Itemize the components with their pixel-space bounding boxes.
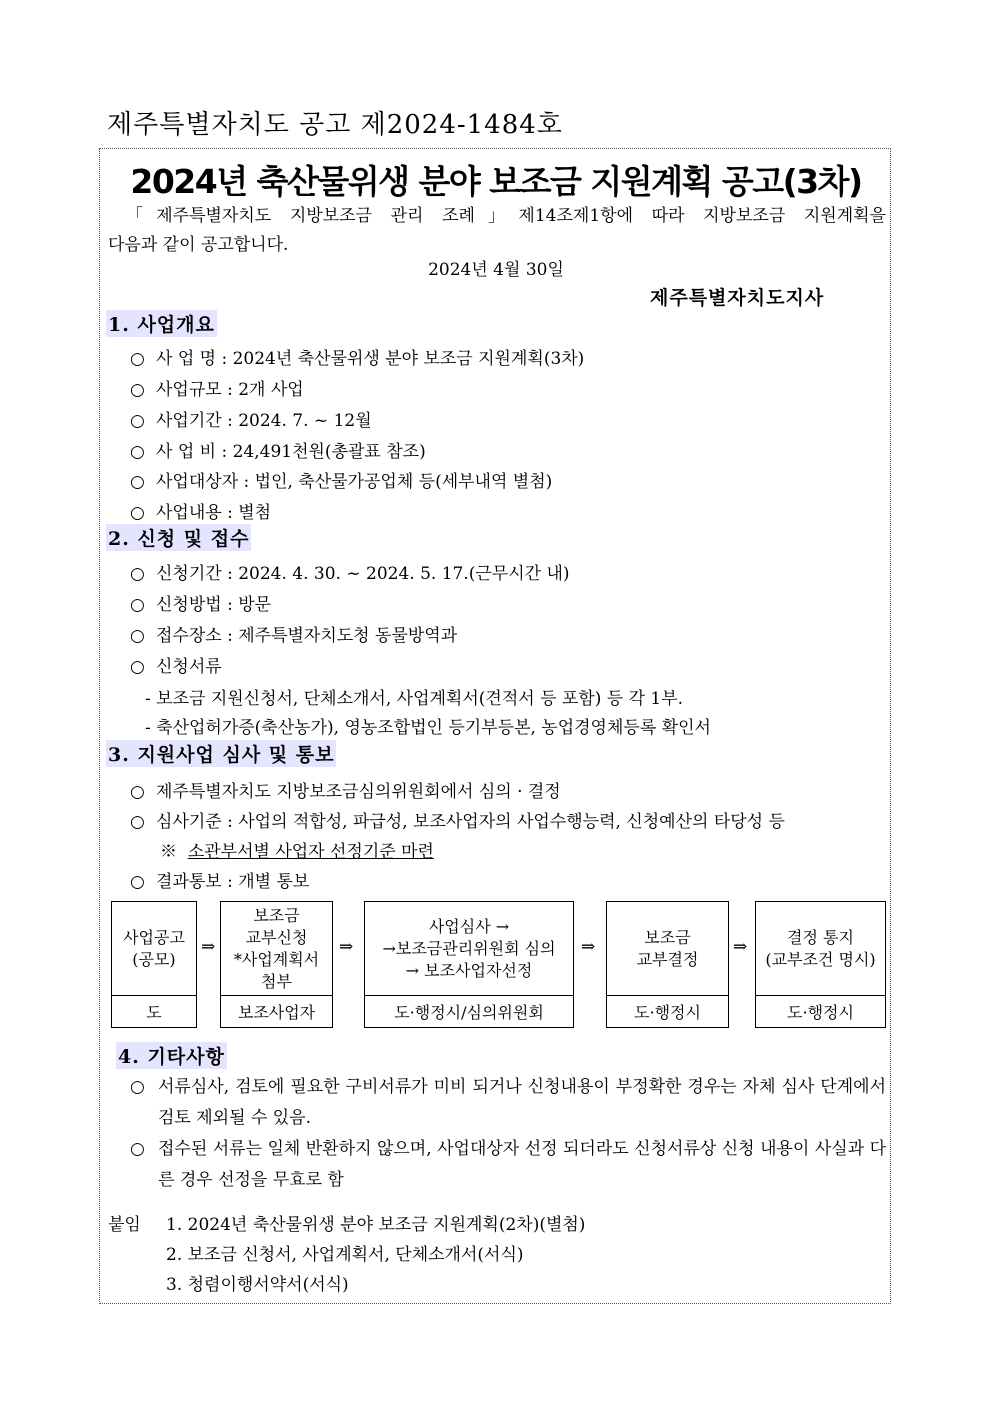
flow-actor: 도·행정시	[606, 995, 729, 1028]
issuer: 제주특별자치도지사	[650, 287, 825, 309]
attachments-label: 붙임	[108, 1215, 141, 1235]
list-item: ○ 사 업 비 : 24,491천원(총괄표 참조)	[130, 442, 426, 462]
flow-actor: 도	[111, 995, 197, 1028]
list-item: ○ 사업대상자 : 법인, 축산물가공업체 등(세부내역 별첨)	[130, 472, 553, 492]
flow-step-announce: 사업공고 (공모)	[111, 901, 197, 996]
section-3-heading: 3. 지원사업 심사 및 통보	[106, 740, 336, 767]
flow-actor: 도·행정시	[755, 995, 886, 1028]
list-item: ○ 신청기간 : 2024. 4. 30. ~ 2024. 5. 17.(근무시간 내)	[130, 564, 570, 584]
list-item: ○ 제주특별자치도 지방보조금심의위원회에서 심의 · 결정	[130, 782, 561, 802]
section-1-heading: 1. 사업개요	[106, 310, 217, 337]
notice-date: 2024년 4월 30일	[428, 260, 564, 280]
list-item: ○ 서류심사, 검토에 필요한 구비서류가 미비 되거나 신청내용이 부정확한 경우는 자체 심사 단계에서 검토 제외될 수 있음.	[130, 1077, 886, 1128]
sub-item: - 축산업허가증(축산농가), 영농조합법인 등기부등본, 농업경영체등록 확인서	[145, 718, 711, 738]
flow-step-apply: 보조금 교부신청 *사업계획서 첨부	[220, 901, 333, 996]
flow-arrow: ⇒	[581, 937, 596, 957]
flow-actor: 도·행정시/심의위원회	[364, 995, 574, 1028]
section-2-heading: 2. 신청 및 접수	[106, 524, 251, 551]
list-item: ○ 접수장소 : 제주특별자치도청 동물방역과	[130, 626, 458, 646]
flow-step-notify: 결정 통지 (교부조건 명시)	[755, 901, 886, 996]
intro-paragraph	[108, 202, 886, 260]
sub-item: - 보조금 지원신청서, 단체소개서, 사업계획서(견적서 등 포함) 등 각 1부.	[145, 689, 684, 709]
list-item: ○ 사업규모 : 2개 사업	[130, 380, 304, 400]
list-item: ○ 결과통보 : 개별 통보	[130, 872, 310, 892]
list-item: ○ 신청서류	[130, 657, 222, 677]
flow-arrow: ⇒	[733, 937, 748, 957]
attachment-item: 1. 2024년 축산물위생 분야 보조금 지원계획(2차)(별첨)	[166, 1215, 586, 1235]
notice-number: 제주특별자치도 공고 제2024-1484호	[107, 110, 563, 140]
list-item: ○ 사업기간 : 2024. 7. ~ 12월	[130, 411, 372, 431]
page-title: 2024년 축산물위생 분야 보조금 지원계획 공고(3차)	[130, 162, 862, 201]
attachment-item: 3. 청렴이행서약서(서식)	[166, 1275, 349, 1295]
note: ※ 소관부서별 사업자 선정기준 마련	[160, 842, 434, 862]
flow-arrow: ⇒	[201, 937, 216, 957]
attachment-item: 2. 보조금 신청서, 사업계획서, 단체소개서(서식)	[166, 1245, 524, 1265]
flow-actor: 보조사업자	[220, 995, 333, 1028]
list-item: ○ 사업내용 : 별첨	[130, 503, 272, 523]
list-item: ○ 사 업 명 : 2024년 축산물위생 분야 보조금 지원계획(3차)	[130, 349, 585, 369]
flow-step-review: 사업심사 → →보조금관리위원회 심의 → 보조사업자선정	[364, 901, 574, 996]
intro-line-2: 다음과 같이 공고합니다.	[108, 235, 289, 255]
list-item: ○ 접수된 서류는 일체 반환하지 않으며, 사업대상자 선정 되더라도 신청서류상 신청 내용이 사실과 다른 경우 선정을 무효로 함	[130, 1139, 886, 1190]
list-item: ○ 신청방법 : 방문	[130, 595, 272, 615]
flow-arrow: ⇒	[339, 937, 354, 957]
flow-step-decision: 보조금 교부결정	[606, 901, 729, 996]
list-item: ○ 심사기준 : 사업의 적합성, 파급성, 보조사업자의 사업수행능력, 신청예산의 타당성 등	[130, 812, 785, 832]
intro-line-1: 「제주특별자치도 지방보조금 관리 조례」제14조제1항에 따라 지방보조금 지원계획을	[126, 206, 886, 226]
section-4-heading: 4. 기타사항	[116, 1042, 227, 1069]
